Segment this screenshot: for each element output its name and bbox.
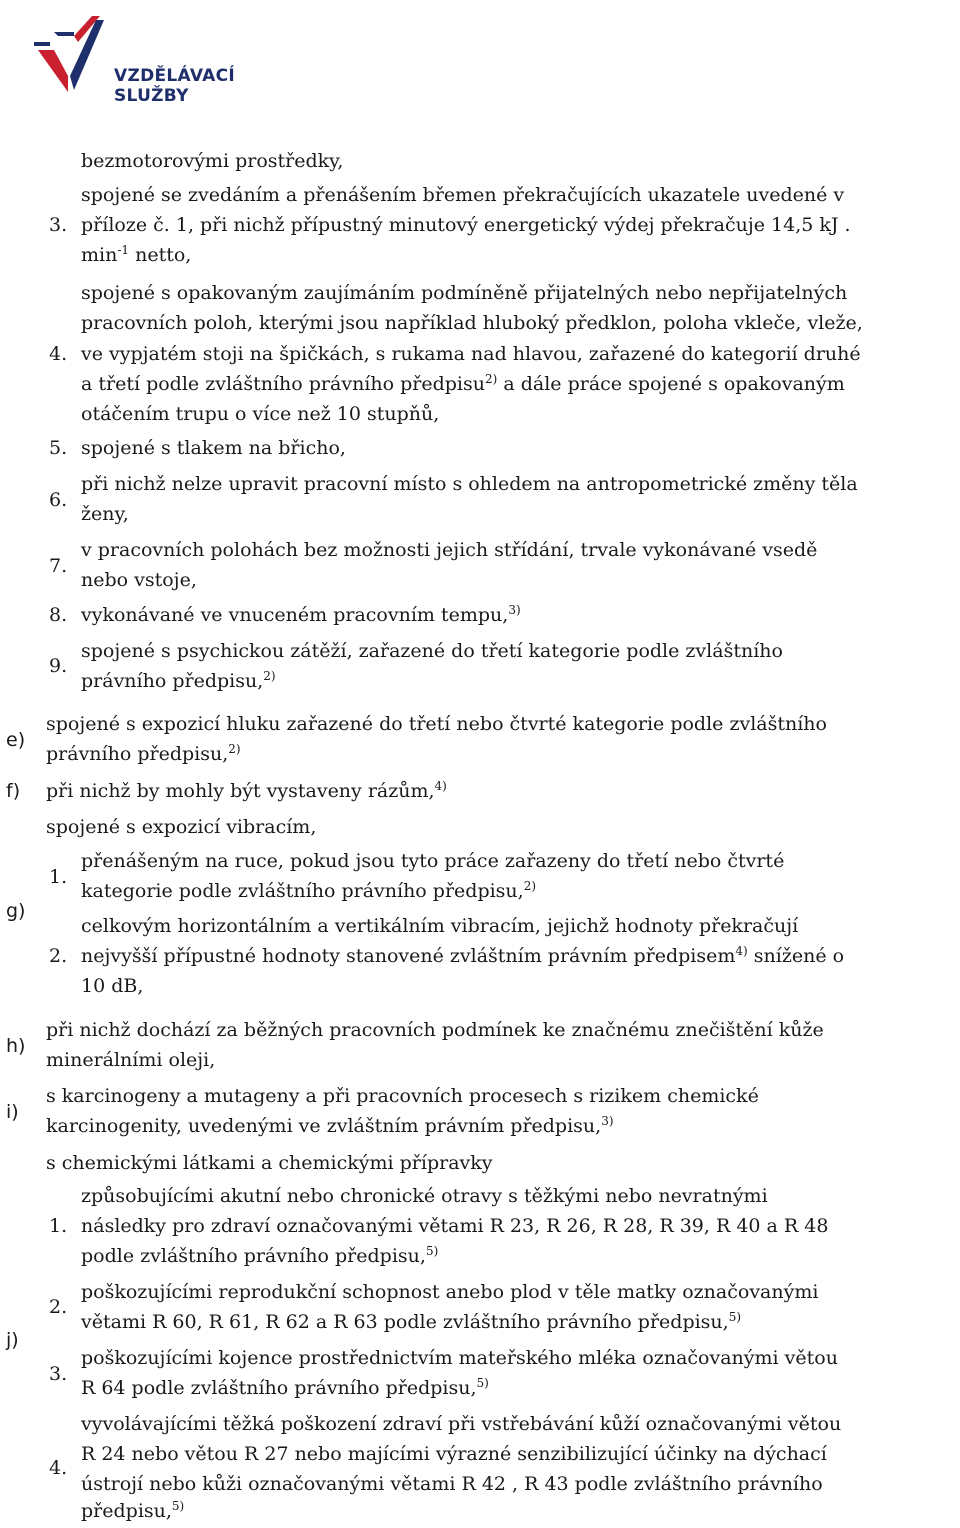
item-letter: f) — [6, 780, 21, 802]
text-line: spojené s expozicí vibracím, — [46, 816, 317, 838]
text-line: s chemickými látkami a chemickými přípravky — [46, 1152, 493, 1174]
item-number: 1. — [49, 866, 68, 888]
text-line: spojené s opakovaným zaujímáním podmíněně přijatelných nebo nepřijatelných — [81, 282, 848, 304]
text-line: R 64 podle zvláštního právního předpisu,$^{5)}$ — [81, 1376, 489, 1399]
text-line: právního předpisu,$^{2)}$ — [81, 669, 276, 692]
item-letter: e) — [6, 729, 26, 751]
item-number: 6. — [49, 489, 68, 511]
logo — [34, 16, 236, 106]
text-line: ústrojí nebo kůži označovanými větami R 42 , R 43 podle zvláštního právního — [81, 1473, 823, 1495]
text-line: poškozujícími reprodukční schopnost anebo plod v těle matky označovanými — [81, 1281, 819, 1303]
item-number: 2. — [49, 1296, 68, 1318]
text-line: spojené s expozicí hluku zařazené do třetí nebo čtvrté kategorie podle zvláštního — [46, 713, 827, 735]
text-line: karcinogenity, uvedenými ve zvláštním právním předpisu,$^{3)}$ — [46, 1114, 614, 1137]
text-line: právního předpisu,$^{2)}$ — [46, 742, 241, 765]
text-line: R 24 nebo větou R 27 nebo majícími výrazné senzibilizující účinky na dýchací — [81, 1443, 827, 1465]
text-line: nebo vstoje, — [81, 569, 197, 591]
text-line: s karcinogeny a mutageny a při pracovních procesech s rizikem chemické — [46, 1085, 759, 1107]
text-line: bezmotorovými prostředky, — [81, 150, 344, 172]
text-line: při nichž dochází za běžných pracovních podmínek ke značnému znečištění kůže — [46, 1019, 824, 1041]
logo-text-line1: VZDĚLÁVACÍ — [114, 66, 236, 86]
text-line: spojené s psychickou zátěží, zařazené do třetí kategorie podle zvláštního — [81, 640, 783, 662]
item-number: 1. — [49, 1215, 68, 1237]
item-letter: g) — [6, 900, 26, 922]
item-number: 4. — [49, 1457, 68, 1479]
text-line: způsobujícími akutní nebo chronické otravy s těžkými nebo nevratnými — [81, 1185, 768, 1207]
item-number: 4. — [49, 343, 68, 365]
text-line: příloze č. 1, při nichž přípustný minutový energetický výdej překračuje 14,5 kJ . — [81, 214, 851, 236]
text-line: při nichž nelze upravit pracovní místo s ohledem na antropometrické změny těla — [81, 473, 858, 495]
text-line: vykonávané ve vnuceném pracovním tempu,$^{3)}$ — [81, 603, 521, 626]
item-letter: i) — [6, 1101, 19, 1123]
item-number: 3. — [49, 1363, 68, 1385]
logo-text-line2: SLUŽBY — [114, 86, 189, 106]
item-number: 7. — [49, 555, 68, 577]
text-line: nejvyšší přípustné hodnoty stanovené zvláštním právním předpisem$^{4)}$ snížené o — [81, 944, 845, 967]
item-number: 9. — [49, 655, 68, 677]
text-line: předpisu,$^{5)}$ — [81, 1499, 185, 1522]
text-line: 10 dB, — [81, 975, 144, 997]
text-line: větami R 60, R 61, R 62 a R 63 podle zvláštního právního předpisu,$^{5)}$ — [81, 1310, 742, 1333]
text-line: přenášeným na ruce, pokud jsou tyto práce zařazeny do třetí nebo čtvrté — [81, 850, 785, 872]
text-line: otáčením trupu o více než 10 stupňů, — [81, 403, 440, 425]
item-number: 2. — [49, 945, 68, 967]
text-line: poškozujícími kojence prostřednictvím mateřského mléka označovanými větou — [81, 1347, 838, 1369]
text-line: celkovým horizontálním a vertikálním vibracím, jejichž hodnoty překračují — [81, 915, 799, 937]
text-line: minerálními oleji, — [46, 1049, 216, 1071]
text-line: $\min^{-1}$ netto, — [81, 243, 192, 266]
text-line: spojené s tlakem na břicho, — [81, 437, 346, 459]
text-line: následky pro zdraví označovanými větami R 23, R 26, R 28, R 39, R 40 a R 48 — [81, 1215, 829, 1237]
text-line: ve vypjatém stoji na špičkách, s rukama nad hlavou, zařazené do kategorií druhé — [81, 343, 861, 365]
logo-mark-icon — [34, 16, 114, 106]
item-letter: j) — [6, 1329, 19, 1351]
text-line: v pracovních polohách bez možnosti jejich střídání, trvale vykonávané vsedě — [81, 539, 818, 561]
item-number: 5. — [49, 437, 68, 459]
text-line: při nichž by mohly být vystaveny rázům,$^{4)}$ — [46, 779, 447, 802]
text-line: ženy, — [81, 503, 129, 525]
item-number: 3. — [49, 214, 68, 236]
text-line: pracovních poloh, kterými jsou například hluboký předklon, poloha vkleče, vleže, — [81, 312, 863, 334]
text-line: a třetí podle zvláštního právního předpisu$^{2)}$ a dále práce spojené s opakovaným — [81, 372, 845, 395]
item-letter: h) — [6, 1035, 26, 1057]
item-number: 8. — [49, 604, 68, 626]
text-line: kategorie podle zvláštního právního předpisu,$^{2)}$ — [81, 879, 537, 902]
text-line: podle zvláštního právního předpisu,$^{5)}$ — [81, 1244, 439, 1267]
text-line: vyvolávajícími těžká poškození zdraví při vstřebávání kůží označovanými větou — [81, 1413, 842, 1435]
text-line: spojené se zvedáním a přenášením břemen překračujících ukazatele uvedené v — [81, 184, 845, 206]
